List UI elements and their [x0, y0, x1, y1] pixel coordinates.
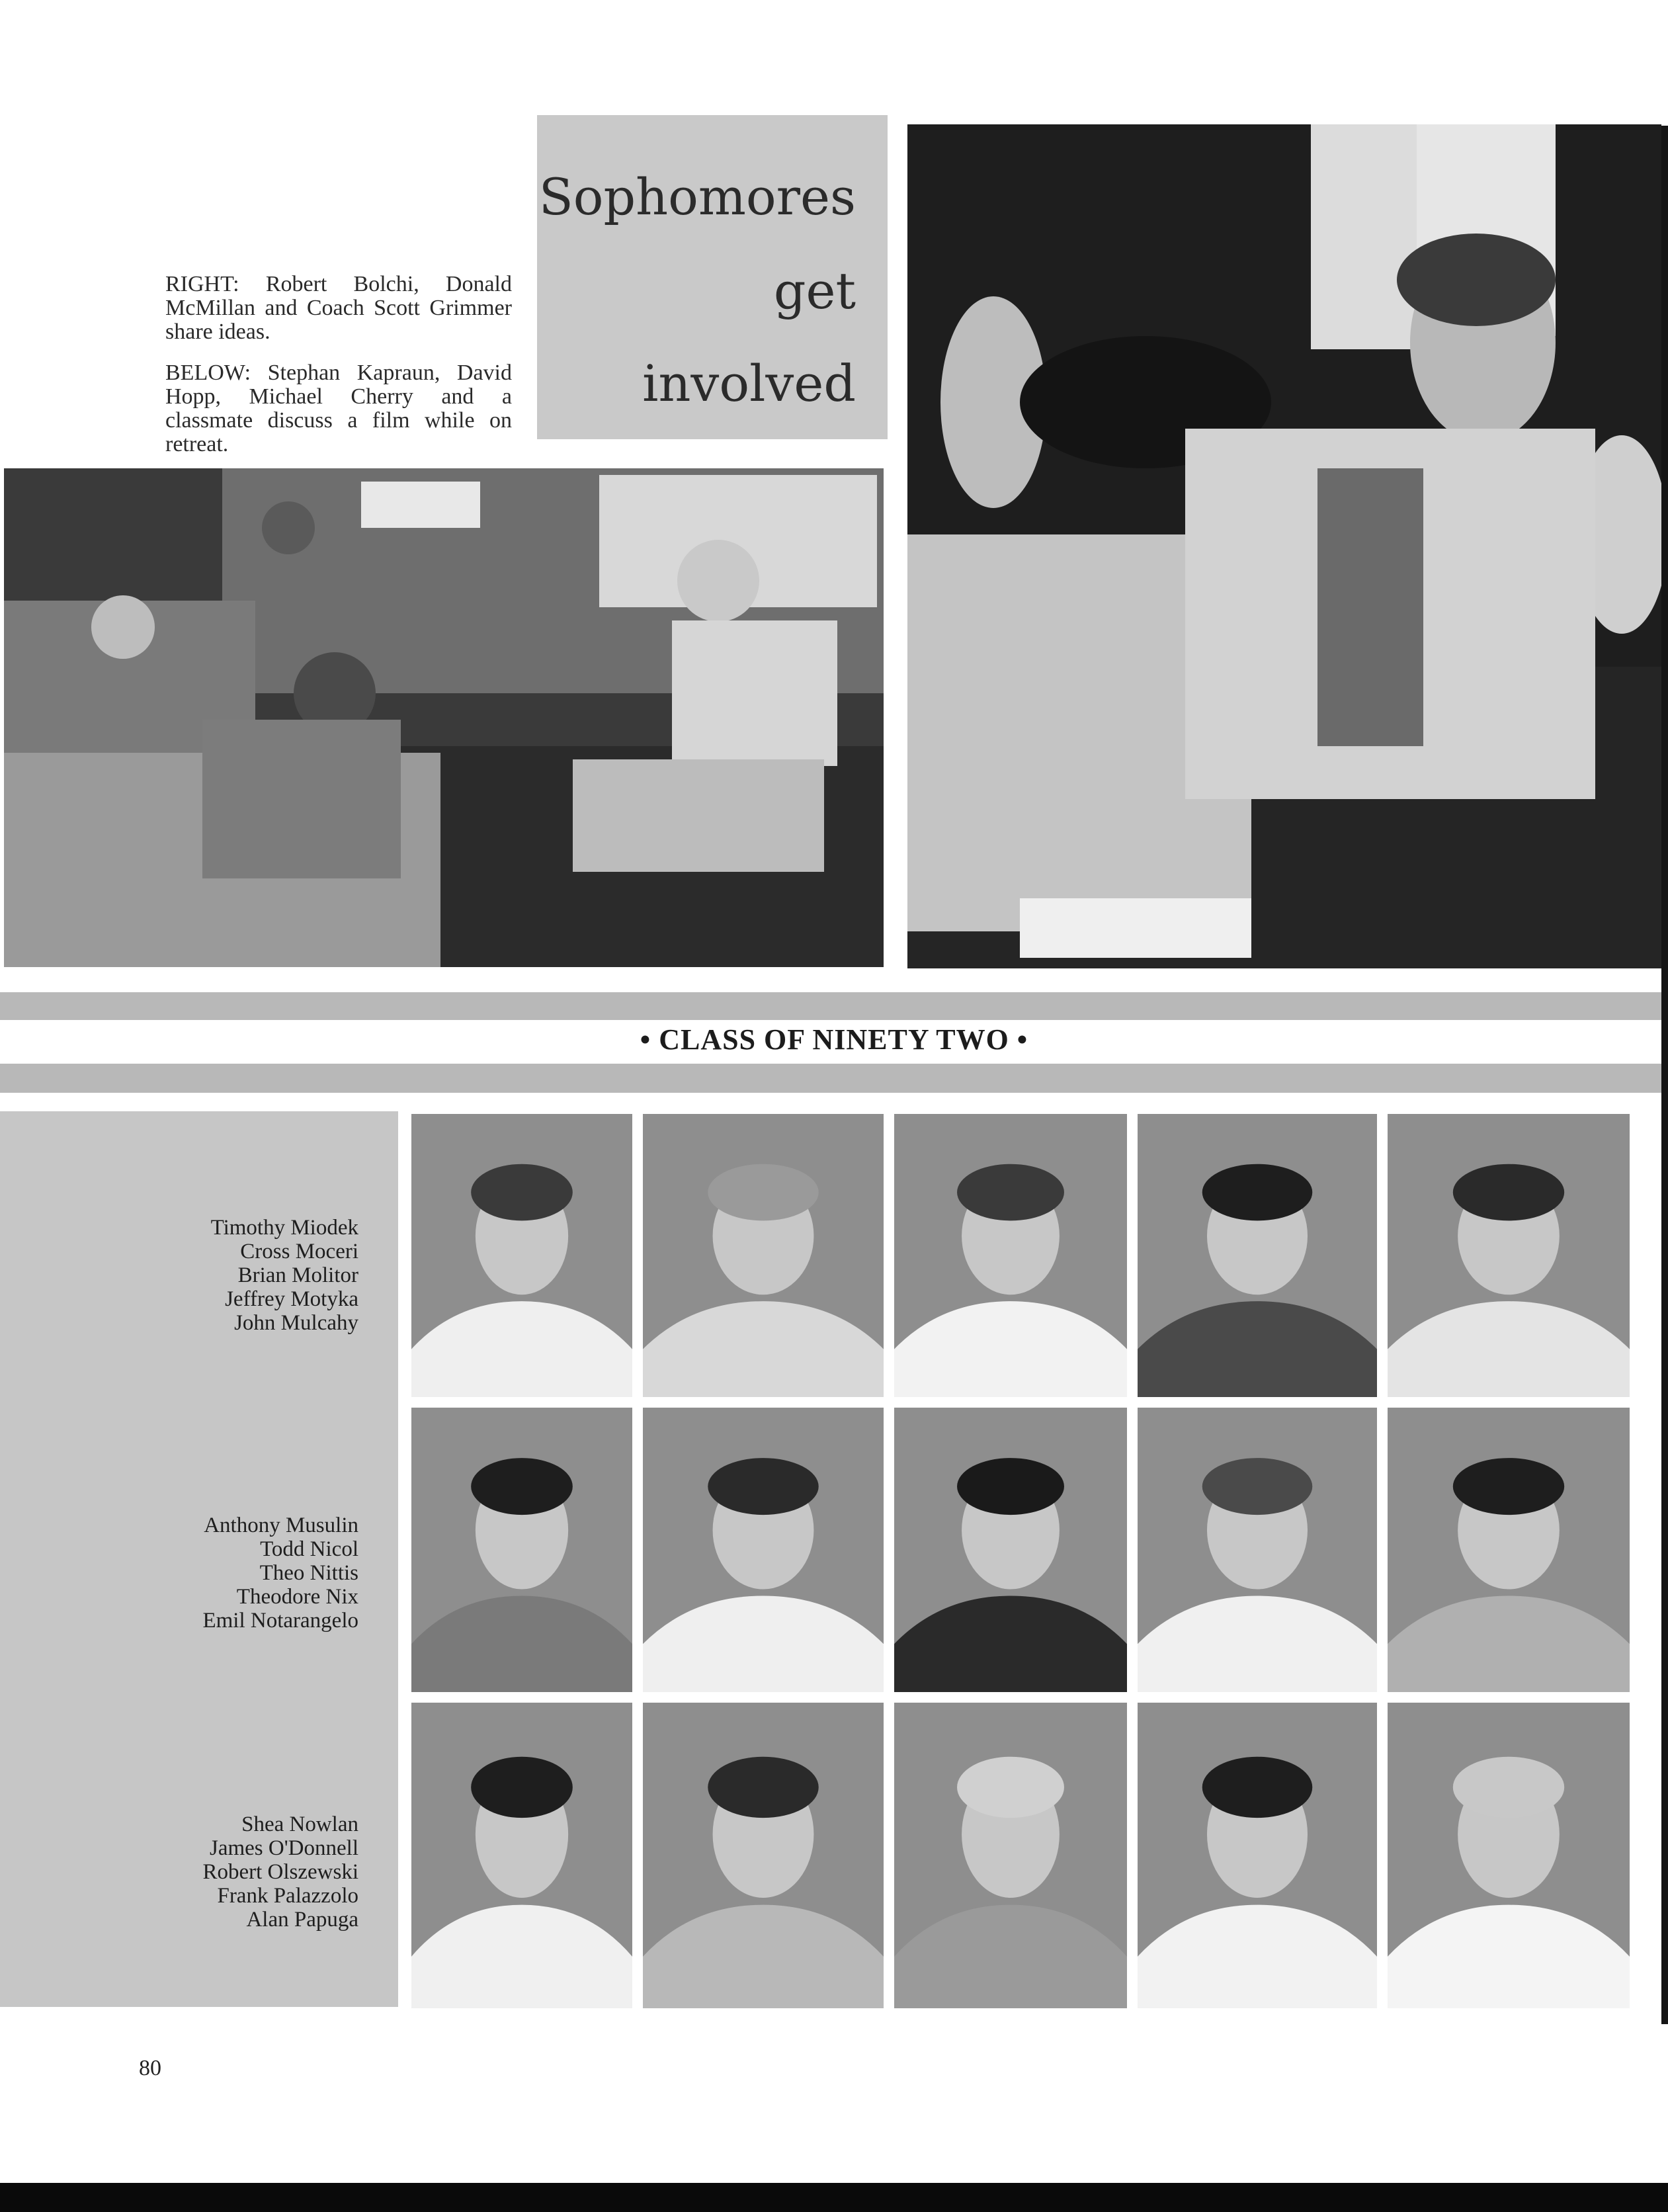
student-portrait — [1138, 1703, 1377, 2008]
scan-bottom-border — [0, 2183, 1668, 2212]
caption-right: RIGHT: Robert Bolchi, Donald McMillan and Coach Scott Grimmer share ideas. — [165, 272, 512, 344]
student-name: Cross Moceri — [240, 1240, 358, 1263]
student-name: John Mulcahy — [234, 1311, 358, 1335]
student-portrait — [643, 1408, 884, 1692]
student-name: Theodore Nix — [236, 1585, 358, 1609]
student-name: Todd Nicol — [260, 1537, 358, 1561]
student-name: Anthony Musulin — [204, 1513, 358, 1537]
retreat-photo — [4, 468, 884, 967]
student-portrait — [1138, 1114, 1377, 1397]
student-name: Theo Nittis — [259, 1561, 358, 1585]
headline-line-3: involved — [642, 354, 856, 413]
student-portrait — [643, 1703, 884, 2008]
page-edge-shadow — [1661, 126, 1668, 2024]
student-portrait — [411, 1703, 632, 2008]
roster-names-panel — [0, 1111, 398, 2007]
photo-captions — [165, 273, 512, 474]
student-name: Robert Olszewski — [202, 1860, 358, 1884]
student-portrait — [894, 1703, 1127, 2008]
student-portrait — [1138, 1408, 1377, 1692]
student-name: Emil Notarangelo — [202, 1609, 358, 1633]
roster-row-2-names — [1, 1513, 358, 1633]
student-portrait — [894, 1114, 1127, 1397]
student-name: Frank Palazzolo — [217, 1884, 358, 1908]
student-portrait — [1388, 1408, 1630, 1692]
roster-row-3-names — [1, 1812, 358, 1932]
student-portrait — [411, 1114, 632, 1397]
page-number: 80 — [139, 2056, 161, 2080]
student-name: Shea Nowlan — [241, 1812, 358, 1836]
student-name: James O'Donnell — [210, 1836, 358, 1860]
student-name: Timothy Miodek — [210, 1216, 358, 1240]
student-portrait — [643, 1114, 884, 1397]
student-portrait — [1388, 1114, 1630, 1397]
headline-line-1: Sophomores — [538, 167, 856, 226]
roster-row-1-names — [1, 1216, 358, 1335]
headline-box — [537, 115, 888, 439]
student-name: Alan Papuga — [246, 1908, 358, 1932]
headline-line-2: get — [773, 261, 856, 320]
student-name: Brian Molitor — [237, 1263, 358, 1287]
coach-photo — [907, 124, 1661, 968]
caption-below: BELOW: Stephan Kapraun, David Hopp, Michael Cherry and a classmate discuss a film while on retreat. — [165, 361, 512, 456]
student-portrait — [411, 1408, 632, 1692]
student-portrait — [894, 1408, 1127, 1692]
class-heading: • CLASS OF NINETY TWO • — [640, 1023, 1028, 1056]
class-heading-band — [0, 992, 1668, 1093]
student-portrait — [1388, 1703, 1630, 2008]
student-name: Jeffrey Motyka — [225, 1287, 358, 1311]
